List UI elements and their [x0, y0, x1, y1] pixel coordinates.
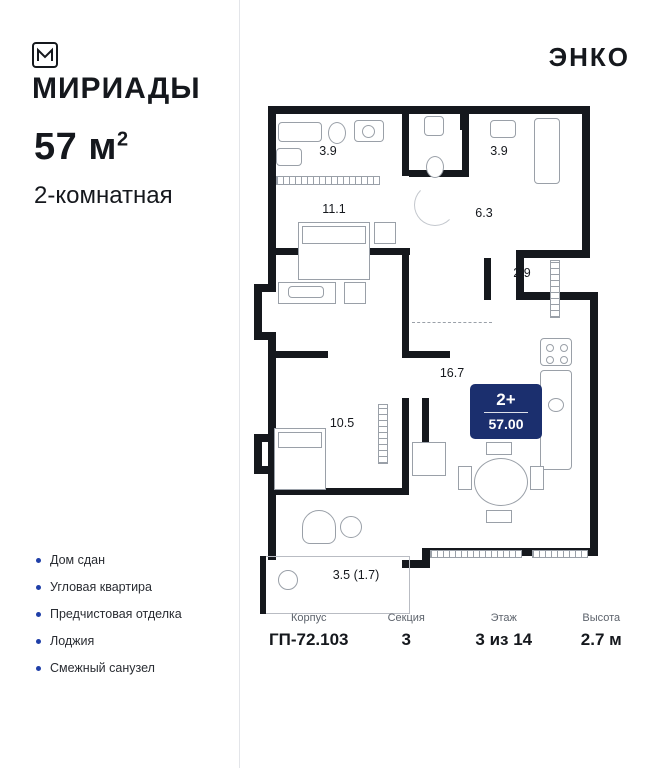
tv-fixture: [288, 286, 324, 298]
kitchen-living-area-label: 16.7: [439, 366, 465, 380]
feature-label: Предчистовая отделка: [50, 607, 182, 621]
wc-area-label: 3.9: [490, 144, 508, 158]
brand-mark-icon: [32, 42, 58, 68]
window-loggia: [430, 550, 522, 558]
wall-loggia-left: [260, 556, 266, 614]
feature-list: [36, 552, 226, 687]
dining-chair-fixture: [486, 510, 512, 523]
bullet-icon: [36, 558, 41, 563]
badge-type: 2+: [496, 390, 516, 409]
loggia-area-label: 3.5 (1.7): [332, 568, 380, 582]
dining-chair-fixture: [486, 442, 512, 455]
badge-area: 57.00: [488, 416, 524, 432]
wall-left-bottom-notch-3: [254, 466, 276, 474]
brand-name: МИРИАДЫ: [32, 72, 201, 105]
burner-icon: [560, 356, 568, 364]
loggia-table-fixture: [340, 516, 362, 538]
spec-caption: Корпус: [291, 612, 327, 624]
wall-right-lower: [590, 292, 598, 556]
wall-top-left: [268, 106, 276, 292]
toilet-fixture: [328, 122, 346, 144]
spec-row: [248, 612, 662, 650]
feature-label: Лоджия: [50, 634, 95, 648]
bathroom-area-label: 3.9: [319, 144, 337, 158]
partition-bath-2: [462, 114, 469, 176]
kitchen-sink-icon: [548, 398, 564, 412]
spec-value: ГП-72.103: [268, 630, 349, 649]
bathtub-fixture: [278, 122, 322, 142]
bullet-icon: [36, 612, 41, 617]
living-room-area-label: 11.1: [322, 202, 346, 216]
bed2-pillow-icon: [278, 432, 322, 448]
wall-top-2: [460, 106, 590, 114]
zone-divider: [412, 322, 492, 323]
partition-hall-v: [402, 248, 409, 358]
feature-label: Угловая квартира: [50, 580, 152, 594]
kitchen-counter-fixture: [540, 370, 572, 470]
badge-divider: [484, 412, 528, 413]
list-item: [36, 633, 226, 649]
washer-drum-icon: [362, 125, 375, 138]
wall-left-notch-3: [254, 332, 276, 340]
partition-bedroom-top: [268, 351, 328, 358]
dining-chair-fixture: [458, 466, 472, 490]
wall-mid-right-1: [516, 250, 590, 258]
spec-value: 3 из 14: [475, 630, 533, 649]
spec-floor: [455, 612, 553, 650]
burner-icon: [546, 344, 554, 352]
loggia-chair-fixture: [302, 510, 336, 544]
toilet2-fixture: [426, 156, 444, 178]
apartment-area-unit-sup: 2: [116, 128, 129, 151]
apartment-area-value: 57 м: [34, 126, 117, 168]
spec-caption: Секция: [387, 612, 425, 624]
bullet-icon: [36, 666, 41, 671]
status-badge: [470, 384, 542, 439]
window-living: [276, 176, 380, 185]
developer-name: ЭНКО: [548, 42, 630, 72]
feature-label: Смежный санузел: [50, 661, 155, 675]
bed-pillow-icon: [302, 226, 366, 244]
bullet-icon: [36, 585, 41, 590]
bullet-icon: [36, 639, 41, 644]
partition-living-right: [402, 114, 409, 176]
brand-logo: [32, 38, 239, 106]
hall-area-label: 6.3: [475, 206, 493, 220]
spec-caption: Этаж: [490, 612, 517, 624]
spec-section: [358, 612, 456, 650]
wall-right-upper: [582, 106, 590, 256]
spec-value: 3: [401, 630, 411, 649]
dining-table-fixture: [474, 458, 528, 506]
bathtub2-fixture: [534, 118, 560, 184]
spec-building: [260, 612, 358, 650]
plan-panel: [240, 0, 666, 768]
chair-fixture: [344, 282, 366, 304]
armchair-fixture: [412, 442, 446, 476]
apartment-area: [34, 126, 129, 169]
spec-caption: Высота: [582, 612, 621, 624]
spec-height: [553, 612, 651, 650]
list-item: [36, 606, 226, 622]
developer-logo: [549, 42, 630, 73]
partition-storage-v: [484, 258, 491, 300]
apartment-rooms: 2-комнатная: [34, 182, 173, 209]
list-item: [36, 660, 226, 676]
window-kitchen: [532, 550, 588, 558]
door-swing-hall-icon: [414, 184, 456, 226]
info-sidebar: [0, 0, 240, 768]
wall-top: [268, 106, 468, 114]
burner-icon: [546, 356, 554, 364]
list-item: [36, 552, 226, 568]
partition-hall-h: [402, 351, 450, 358]
wardrobe-bedroom: [378, 404, 388, 464]
dining-chair-fixture: [530, 466, 544, 490]
counter-fixture: [424, 116, 444, 136]
partition-bedroom-right: [402, 398, 409, 494]
nightstand-fixture: [374, 222, 396, 244]
burner-icon: [560, 344, 568, 352]
floor-plan: [254, 98, 654, 588]
bedroom-area-label: 10.5: [329, 416, 355, 430]
feature-label: Дом сдан: [50, 553, 106, 567]
plant-pot-icon: [278, 570, 298, 590]
spec-value: 2.7 м: [580, 630, 622, 649]
list-item: [36, 579, 226, 595]
wardrobe-storage: [550, 260, 560, 318]
sink2-fixture: [490, 120, 516, 138]
storage-area-label: 2.9: [513, 266, 531, 280]
